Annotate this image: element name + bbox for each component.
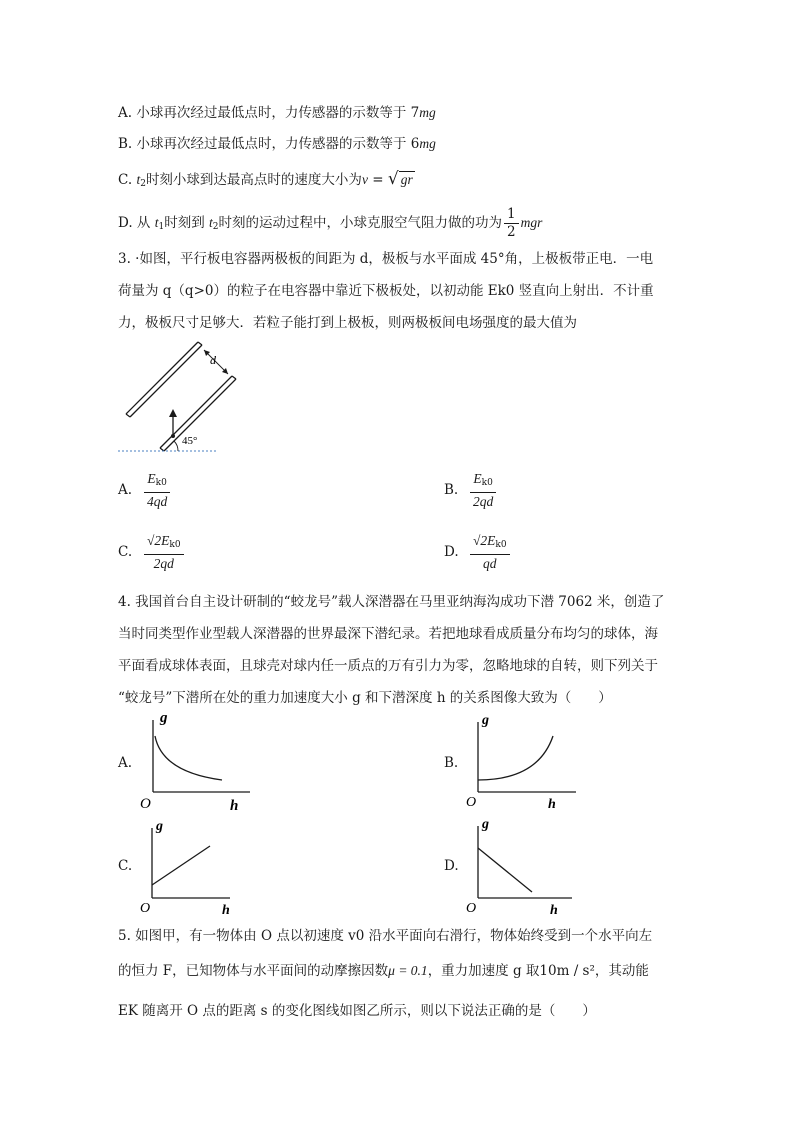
q2-option-c-eq: = <box>367 172 388 188</box>
x-axis-label: h <box>550 903 558 918</box>
q2-option-d-unit: mgr <box>520 215 543 230</box>
d-label: d <box>210 353 216 367</box>
q3-option-d-num: √2E <box>473 533 496 548</box>
q3-option-a-num-sub: k0 <box>155 478 167 488</box>
q2-option-d-t1: t <box>154 215 159 230</box>
x-axis-label: h <box>230 798 239 814</box>
q2-option-c-radicand: gr <box>400 172 413 187</box>
origin-label: O <box>140 796 151 812</box>
q3-stem-line3: 力，极板尺寸足够大．若粒子能打到上极板，则两极板间电场强度的最大值为 <box>118 315 577 331</box>
q4-graph-a <box>138 706 258 814</box>
q3-option-a[interactable] <box>118 470 172 510</box>
q4-graph-a-label[interactable]: A. <box>118 755 133 771</box>
q4-stem-line4: “蛟龙号”下潜所在处的重力加速度大小 g 和下潜深度 h 的关系图像大致为（ ） <box>118 690 612 706</box>
y-axis-label: g <box>482 713 489 728</box>
q4-graph-c-label[interactable]: C. <box>118 858 133 874</box>
q3-option-a-fraction <box>144 470 170 510</box>
q2-option-d-t1-sub: 1 <box>158 222 165 232</box>
q2-option-d-denominator: 2 <box>507 224 516 240</box>
q4-graph-d-label[interactable]: D. <box>444 858 459 874</box>
q2-option-d-t2: t <box>209 215 213 230</box>
q3-option-d[interactable] <box>444 532 512 572</box>
q3-option-c[interactable] <box>118 532 186 572</box>
q3-option-b-num: E <box>473 471 482 486</box>
q2-option-c[interactable] <box>118 170 415 193</box>
q3-option-a-den: 4qd <box>147 494 168 509</box>
q5-mu-value: μ = 0.1 <box>388 963 428 978</box>
y-axis-label: g <box>156 819 163 834</box>
upper-plate-end2 <box>198 342 202 345</box>
upper-plate-end1 <box>126 414 130 417</box>
q2-option-c-text: 时刻小球到达最高点时的速度大小为 <box>145 172 362 188</box>
q5-g-value: 10m / s² <box>539 963 595 979</box>
q3-option-d-num-sub: k0 <box>495 540 507 550</box>
curve <box>152 846 210 885</box>
q2-option-b[interactable] <box>118 135 436 153</box>
q3-option-b-den: 2qd <box>473 494 494 509</box>
curve <box>155 736 222 780</box>
q3-stem-line1: 3. ·如图，平行板电容器两极板的间距为 d，极板与水平面成 45°角，上极板带正电．一电 <box>118 251 654 267</box>
q5-stem-line2 <box>118 962 649 980</box>
q3-option-c-den: 2qd <box>153 556 174 571</box>
capacitor-figure <box>118 336 248 456</box>
q2-option-a-unit: mg <box>419 105 436 120</box>
q2-option-d-mid1: 时刻到 <box>164 215 210 231</box>
q4-stem-line3: 平面看成球体表面，且球壳对球内任一质点的万有引力为零，忽略地球的自转，则下列关于 <box>118 658 658 674</box>
q2-option-d[interactable] <box>118 206 542 241</box>
q2-option-c-v: v <box>361 172 368 187</box>
q2-option-d-fraction <box>504 206 519 241</box>
q2-option-b-unit: mg <box>419 136 436 151</box>
angle-arc <box>174 441 178 451</box>
lower-plate-end2 <box>232 376 236 379</box>
q2-option-c-prefix: C. <box>118 172 137 188</box>
q2-option-b-text: B. 小球再次经过最低点时，力传感器的示数等于 6 <box>118 136 420 152</box>
q2-option-d-prefix: D. 从 <box>118 215 155 231</box>
curve <box>478 736 553 780</box>
y-axis-label: g <box>482 817 489 832</box>
q5-stem-line1: 5. 如图甲，有一物体由 O 点以初速度 v0 沿水平面向右滑行，物体始终受到一个水平向左 <box>118 928 653 944</box>
q3-option-a-label: A. <box>118 481 133 498</box>
q2-option-c-t-sub: 2 <box>140 179 146 189</box>
q3-option-b-fraction <box>470 470 496 510</box>
q3-option-c-fraction <box>144 532 184 572</box>
q2-option-d-t2-sub: 2 <box>212 222 219 232</box>
q3-option-c-num-sub: k0 <box>169 540 181 550</box>
q4-stem-line2: 当时同类型作业型载人深潜器的世界最深下潜纪录。若把地球看成质量分布均匀的球体，海 <box>118 626 658 642</box>
q4-stem-line1: 4. 我国首台自主设计研制的“蛟龙号”载人深潜器在马里亚纳海沟成功下潜 7062 米，创造了 <box>118 594 665 610</box>
q3-option-d-den: qd <box>483 556 497 571</box>
q2-option-d-mid2: 时刻的运动过程中，小球克服空气阻力做的功为 <box>218 215 503 231</box>
q3-option-a-num: E <box>147 471 156 486</box>
q5-line2-prefix: 的恒力 F，已知物体与水平面间的动摩擦因数 <box>118 963 389 979</box>
x-axis-label: h <box>548 797 556 812</box>
velocity-arrow-head <box>169 409 177 417</box>
q3-option-d-fraction <box>470 532 510 572</box>
q3-stem-line2: 荷量为 q（q>0）的粒子在电容器中靠近下极板处，以初动能 Ek0 竖直向上射出．不计重 <box>118 283 654 299</box>
q2-option-a-text: A. 小球再次经过最低点时，力传感器的示数等于 7 <box>118 105 420 121</box>
q5-stem-line3: EK 随离开 O 点的距离 s 的变化图线如图乙所示，则以下说法正确的是（ ） <box>118 1003 596 1019</box>
q4-graph-b <box>464 708 584 812</box>
q3-option-d-label: D. <box>444 543 459 560</box>
angle-label: 45° <box>182 435 198 447</box>
q4-graph-b-label[interactable]: B. <box>444 755 459 771</box>
q3-option-c-num: √2E <box>147 533 170 548</box>
q3-option-b[interactable] <box>444 470 498 510</box>
q2-option-a[interactable] <box>118 104 436 122</box>
q2-option-c-t: t <box>136 172 141 187</box>
q3-option-c-label: C. <box>118 543 133 560</box>
origin-label: O <box>466 901 477 916</box>
sqrt-symbol: √ <box>387 169 399 189</box>
q2-option-d-numerator: 1 <box>504 206 519 224</box>
q4-graph-c <box>138 814 248 918</box>
y-axis-label: g <box>160 710 168 726</box>
q3-option-b-label: B. <box>444 481 459 498</box>
q3-option-b-num-sub: k0 <box>481 478 493 488</box>
origin-label: O <box>466 795 477 810</box>
origin-label: O <box>140 901 151 916</box>
upper-plate-edge1 <box>126 342 198 414</box>
curve <box>478 848 532 892</box>
q5-line2-mid: ，重力加速度 g 取 <box>427 963 540 979</box>
particle-dot <box>171 434 175 438</box>
upper-plate-edge2 <box>130 345 202 417</box>
q4-graph-d <box>464 812 584 918</box>
x-axis-label: h <box>222 903 230 918</box>
q5-line2-suffix: ，其动能 <box>594 963 649 979</box>
